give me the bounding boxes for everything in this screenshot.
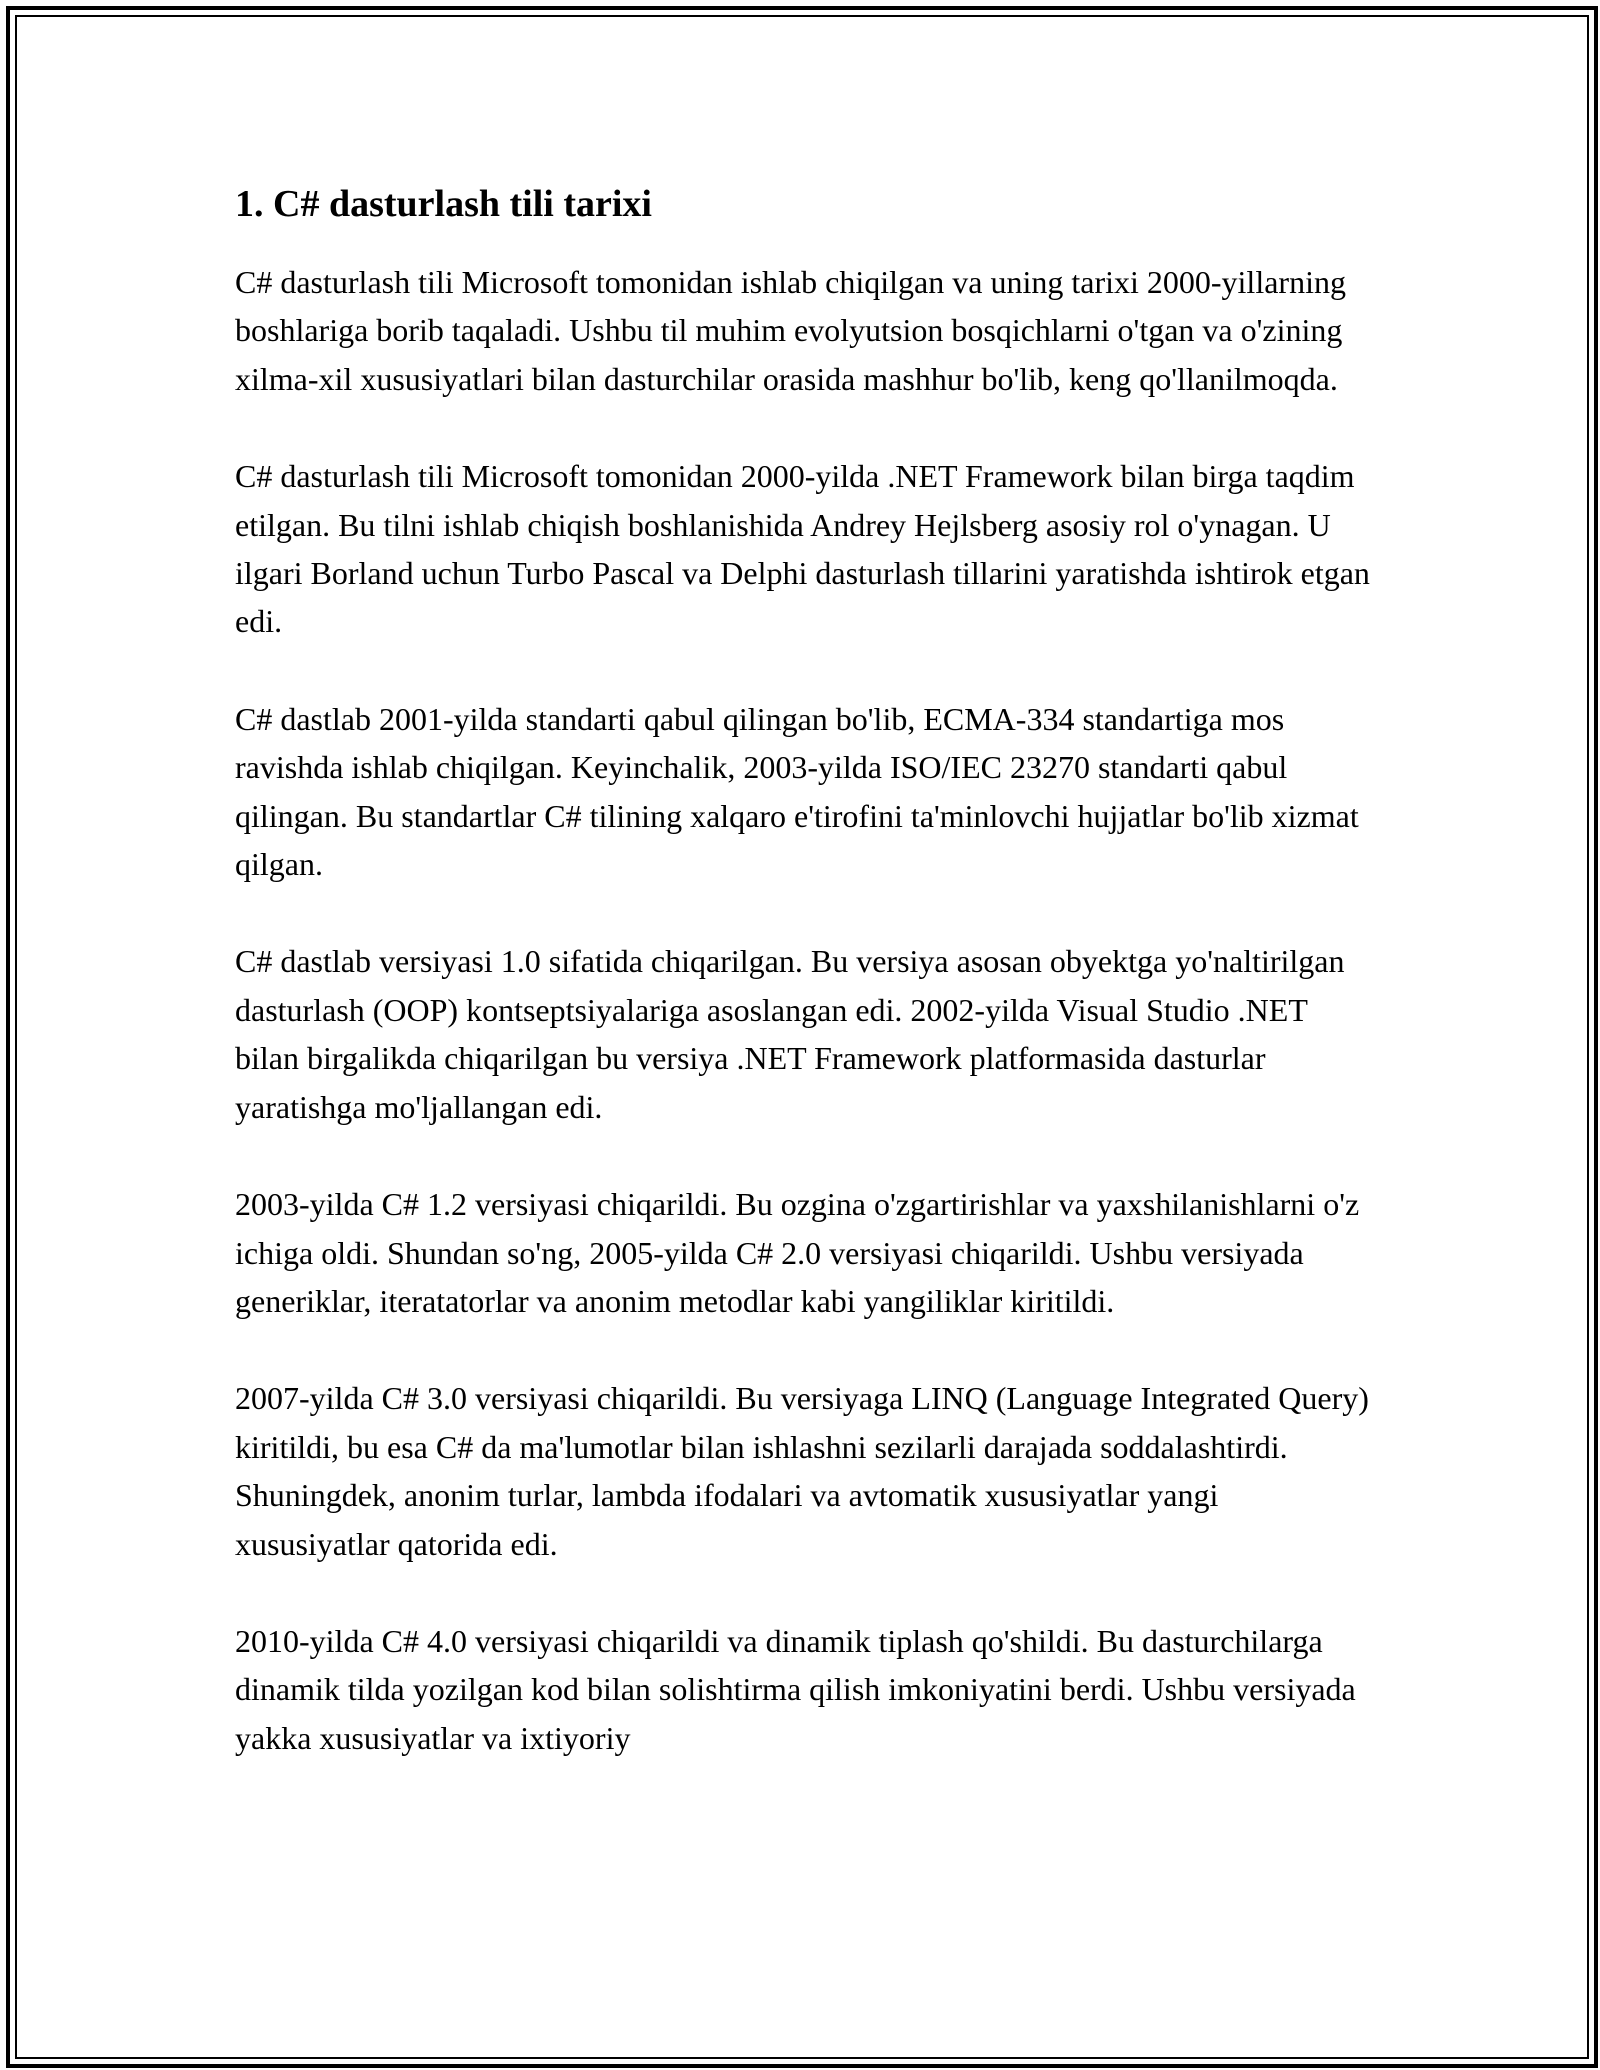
paragraph-5: 2003-yilda C# 1.2 versiyasi chiqarildi. Bu ozgina o'zgartirishlar va yaxshilanishlarni o'z ichiga oldi. Shundan so'ng, 2005-yilda C# 2.0 versiyasi chiqarildi. Ushbu versiyada generiklar, iteratatorlar va anonim metodlar kabi yangiliklar kiritildi. <box>235 1186 1360 1319</box>
paragraph-1: C# dasturlash tili Microsoft tomonidan ishlab chiqilgan va uning tarixi 2000-yillarning boshlariga borib taqaladi. Ushbu til muhim evolyutsion bosqichlarni o'tgan va o'zining xilma-xil xususiyatlari bilan dasturchilar orasida mashhur bo'lib, keng qo'llanilmoqda. <box>235 264 1346 397</box>
paragraph-7: 2010-yilda C# 4.0 versiyasi chiqarildi va dinamik tiplash qo'shildi. Bu dasturchilarga dinamik tilda yozilgan kod bilan solishtirma qilish imkoniyatini berdi. Ushbu versiyada yakka xususiyatlar va ixtiyoriy <box>235 1622 1356 1756</box>
document-body <box>235 180 1375 1811</box>
paragraph-4: C# dastlab versiyasi 1.0 sifatida chiqarilgan. Bu versiya asosan obyektga yo'naltirilgan dasturlash (OOP) kontseptsiyalariga asoslangan edi. 2002-yilda Visual Studio .NET bilan birgalikda chiqarilgan bu versiya .NET Framework platformasida dasturlar yaratishga mo'ljallangan edi. <box>235 943 1345 1125</box>
paragraph-6: 2007-yilda C# 3.0 versiyasi chiqarildi. Bu versiyaga LINQ (Language Integrated Query) kiritildi, bu esa C# da ma'lumotlar bilan ishlashni sezilarli darajada soddalashtirdi. Shuningdek, anonim turlar, lambda ifodalari va avtomatik xususiyatlar yangi xususiyatlar qatorida edi. <box>235 1380 1369 1562</box>
paragraph-2: C# dasturlash tili Microsoft tomonidan 2000-yilda .NET Framework bilan birga taqdim etilgan. Bu tilni ishlab chiqish boshlanishida Andrey Hejlsberg asosiy rol o'ynagan. U ilgari Borland uchun Turbo Pascal va Delphi dasturlash tillarini yaratishda ishtirok etgan edi. <box>235 458 1370 640</box>
paragraph-3: C# dastlab 2001-yilda standarti qabul qilingan bo'lib, ECMA-334 standartiga mos ravishda ishlab chiqilgan. Keyinchalik, 2003-yilda ISO/IEC 23270 standarti qabul qilingan. Bu standartlar C# tilining xalqaro e'tirofini ta'minlovchi hujjatlar bo'lib xizmat qilgan. <box>235 700 1359 883</box>
section-heading: 1. C# dasturlash tili tarixi <box>235 183 652 225</box>
